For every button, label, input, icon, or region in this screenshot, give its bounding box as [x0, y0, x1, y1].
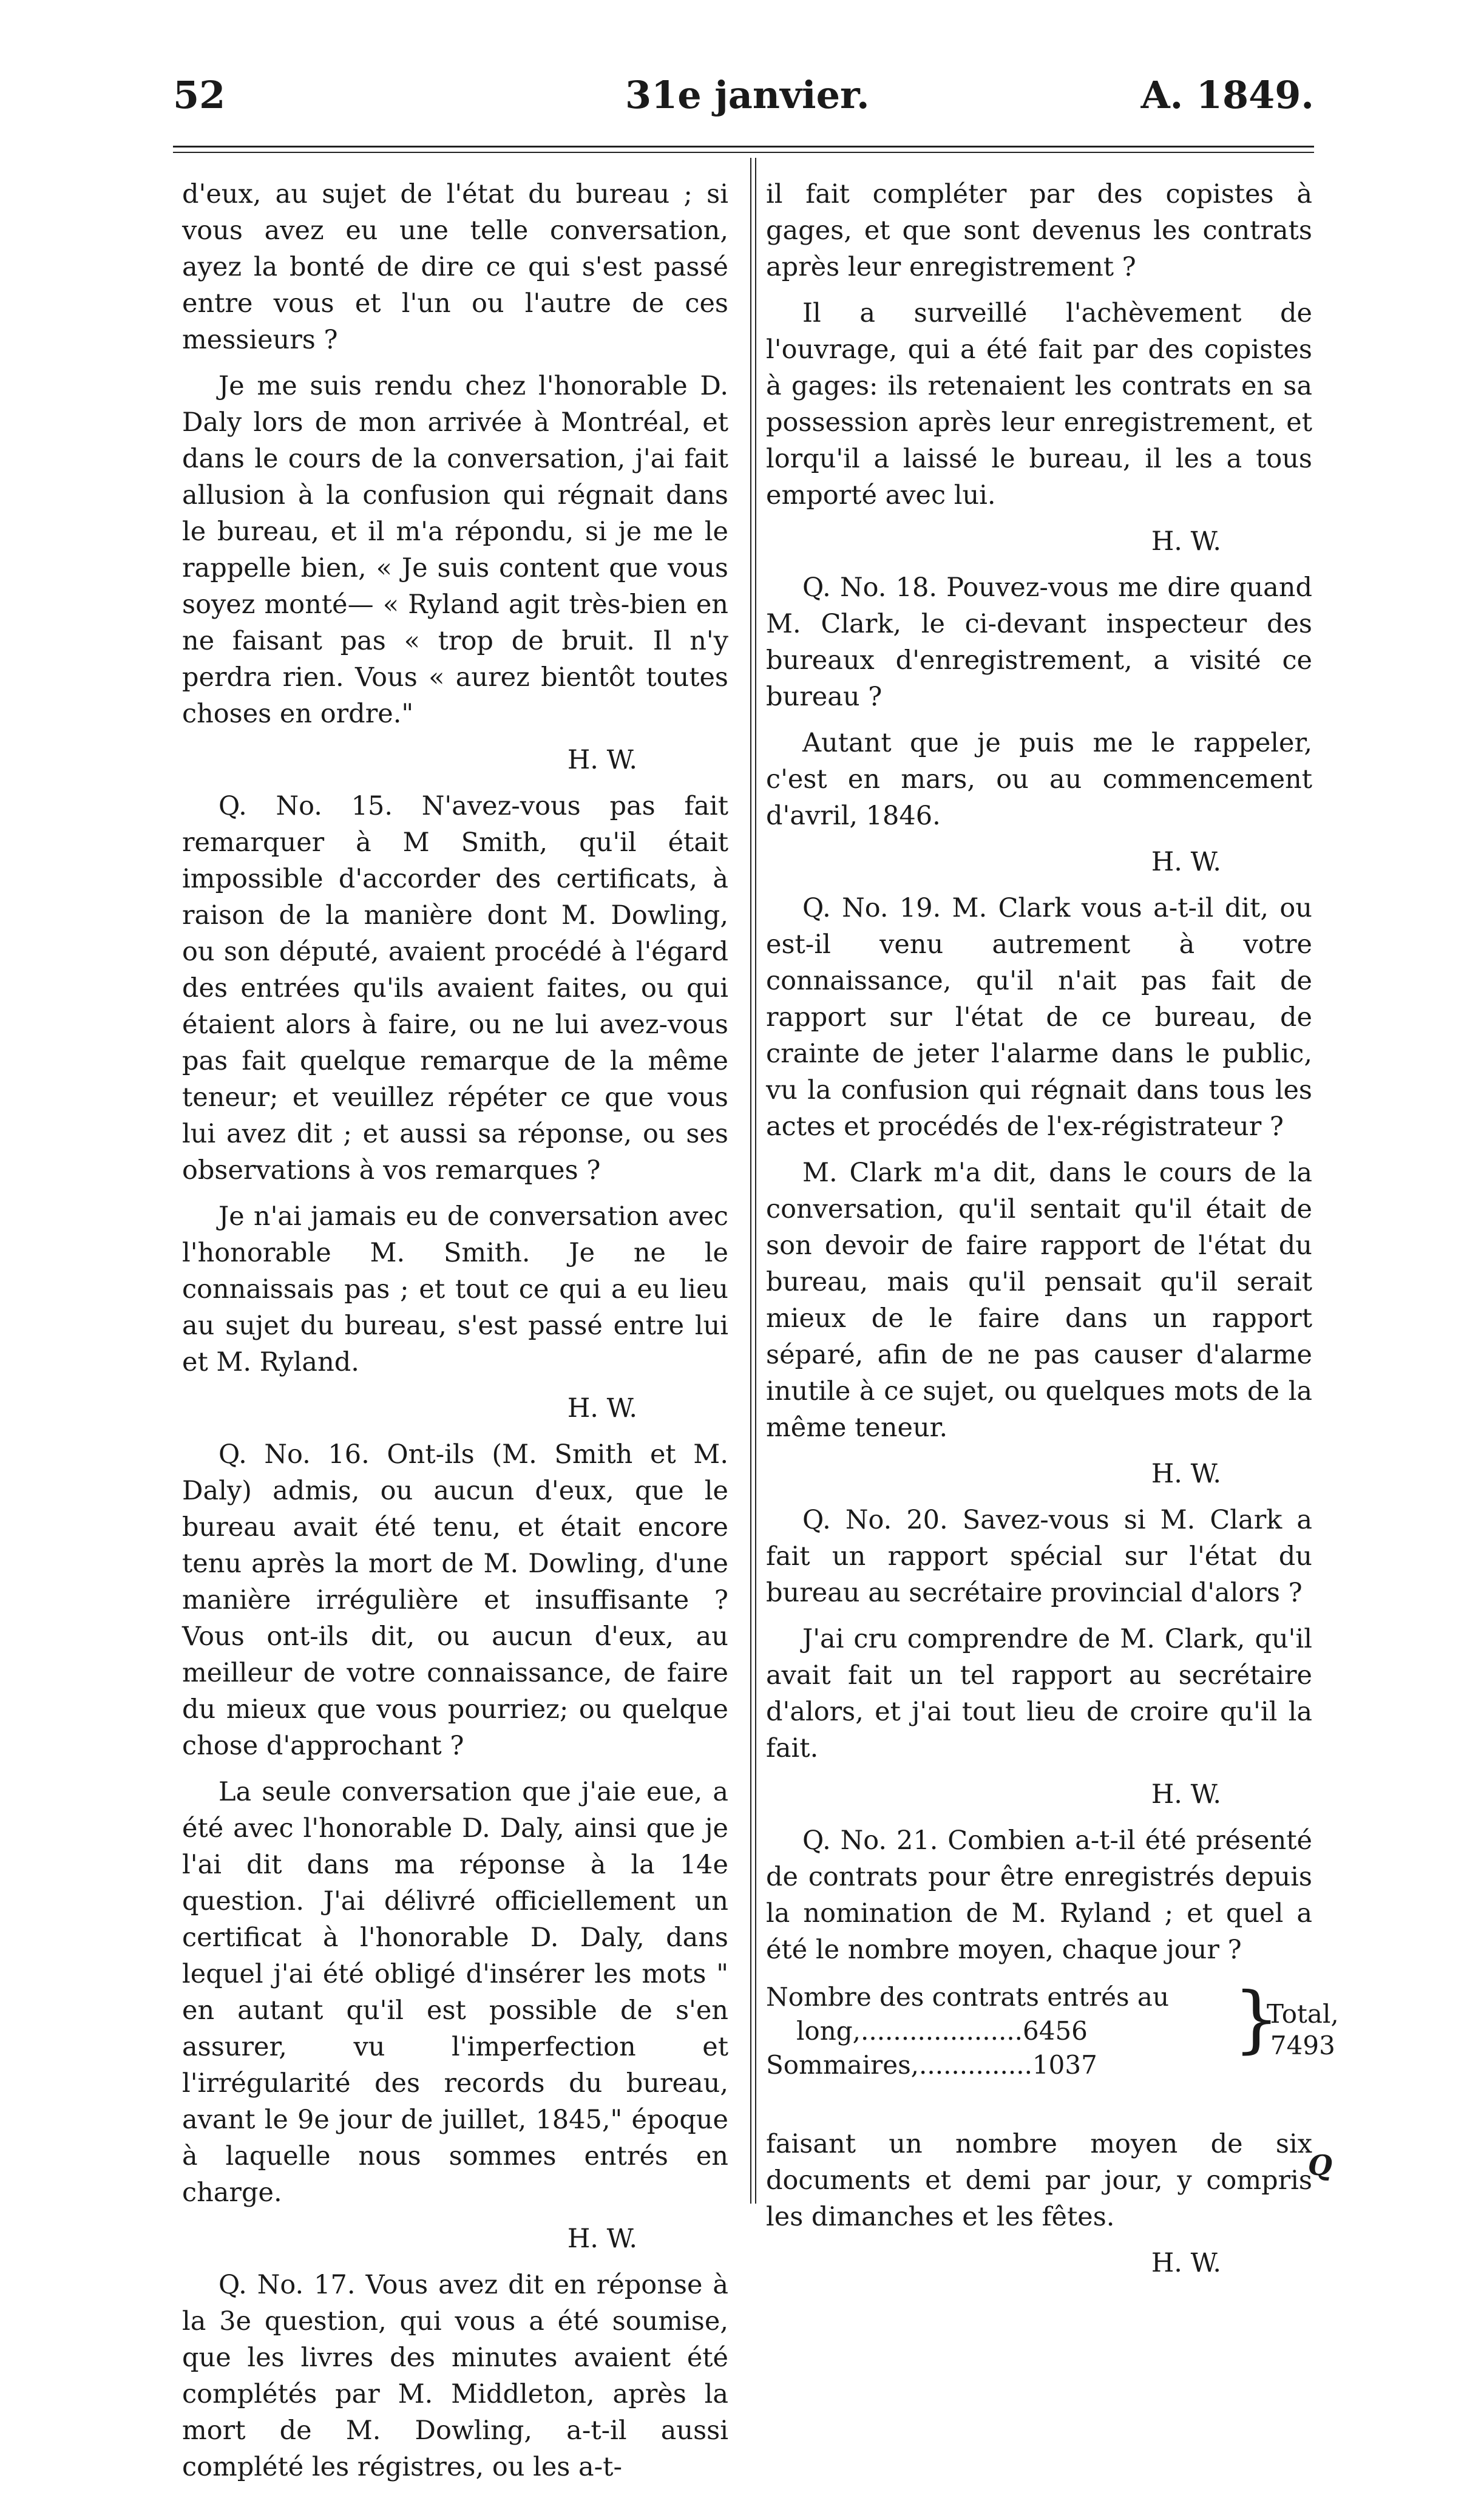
right-column: [766, 176, 1339, 2291]
stats-line-heading: Nombre des contrats entrés au: [766, 1982, 1170, 2012]
header-rule-thin: [173, 152, 1314, 153]
page-number: 52: [173, 73, 226, 117]
answer-17: Il a surveillé l'achèvement de l'ouvrage, qui a été fait par des copistes à gages: ils retenaient les contrats en sa possession après leur enregistrement, et lorqu'il a laissé le bureau, il les a tous emporté avec lui.: [766, 298, 1312, 511]
answer-20: J'ai cru comprendre de M. Clark, qu'il avait fait un tel rapport au secrétaire d'alors, et j'ai tout lieu de croire qu'il la fait.: [766, 1624, 1312, 1763]
catchword: Q: [1307, 2149, 1332, 2182]
question-16: Q. No. 16. Ont-ils (M. Smith et M. Daly) admis, ou aucun d'eux, que le bureau avait été tenu, et était encore tenu après la mort de M. Dowling, d'une manière irrégulière et insuffisante ? Vous ont-ils dit, ou aucun d'eux, au meilleur de votre connaissance, de faire du mieux que vous pourriez; ou quelque chose d'approchant ?: [182, 1439, 728, 1761]
signature: H. W.: [1151, 1459, 1221, 1489]
signature: H. W.: [1151, 2248, 1221, 2278]
signature: H. W.: [1151, 1779, 1221, 1810]
question-21: Q. No. 21. Combien a-t-il été présenté de contrats pour être enregistrés depuis la nomination de M. Ryland ; et quel a été le nombre moyen, chaque jour ?: [766, 1825, 1312, 1965]
column-divider: [750, 158, 756, 2204]
left-paragraph-continued: d'eux, au sujet de l'état du bureau ; si vous avez eu une telle conversation, ayez la bonté de dire ce qui s'est passé entre vous et l'un ou l'autre de ces messieurs ?: [182, 179, 728, 355]
header-year: A. 1849.: [1140, 73, 1314, 117]
answer-21: faisant un nombre moyen de six documents et demi par jour, y compris les dimanches et les fêtes.: [766, 2129, 1312, 2232]
total-value: 7493: [1270, 2031, 1335, 2060]
total-block: [1267, 1998, 1339, 2062]
question-20: Q. No. 20. Savez-vous si M. Clark a fait un rapport spécial sur l'état du bureau au secrétaire provincial d'alors ?: [766, 1505, 1312, 1608]
header-rule: [173, 146, 1314, 148]
question-15: Q. No. 15. N'avez-vous pas fait remarquer à M Smith, qu'il était impossible d'accorder des certificats, à raison de la manière dont M. Dowling, ou son député, avaient procédé à l'égard des entrées qu'ils avaient faites, ou qui étaient alors à faire, ou ne lui avez-vous pas fait quelque remarque de la même teneur; et veuillez répéter ce que vous lui avez dit ; et aussi sa réponse, ou ses observations à vos remarques ?: [182, 791, 728, 1186]
answer-18: Autant que je puis me le rappeler, c'est en mars, ou au commencement d'avril, 1846.: [766, 728, 1312, 831]
answer-16: La seule conversation que j'aie eue, a été avec l'honorable D. Daly, ainsi que je l'ai dit dans ma réponse à la 14e question. J'ai délivré officiellement un certificat à l'honorable D. Daly, dans lequel j'ai été obligé d'insérer les mots " en autant qu'il est possible de s'en assurer, vu l'imperfection et l'irrégularité des records du bureau, avant le 9e jour de juillet, 1845," époque à laquelle nous sommes entrés en charge.: [182, 1777, 728, 2208]
signature: H. W.: [1151, 847, 1221, 877]
answer-19: M. Clark m'a dit, dans le cours de la conversation, qu'il sentait qu'il était de son devoir de faire rapport de l'état du bureau, mais qu'il pensait qu'il serait mieux de le faire dans un rapport séparé, afin de ne pas causer d'alarme inutile à ce sujet, ou quelques mots de la même teneur.: [766, 1158, 1312, 1443]
page-header: [173, 73, 1314, 121]
question-19: Q. No. 19. M. Clark vous a-t-il dit, ou est-il venu autrement à votre connaissance, qu'il n'ait pas fait de rapport sur l'état de ce bureau, de crainte de jeter l'alarme dans le public, vu la confusion qui régnait dans tous les actes et procédés de l'ex-régistrateur ?: [766, 893, 1312, 1142]
signature: H. W.: [567, 1393, 637, 1424]
total-label: Total,: [1267, 1999, 1339, 2029]
header-date: 31e janvier.: [625, 73, 870, 117]
brace: }: [1233, 1977, 1280, 2062]
stats-line-long: long,....................6456: [796, 2016, 1088, 2046]
answer-15: Je n'ai jamais eu de conversation avec l'honorable M. Smith. Je ne le connaissais pas ; et tout ce qui a eu lieu au sujet du bureau, s'est passé entre lui et M. Ryland.: [182, 1201, 728, 1377]
question-17-continued: il fait compléter par des copistes à gages, et que sont devenus les contrats après leur enregistrement ?: [766, 179, 1312, 282]
statistics-labels: [766, 1980, 1227, 2082]
left-column: [182, 176, 728, 2495]
stats-line-summaries: Sommaires,..............1037: [766, 2050, 1097, 2080]
contract-statistics: [766, 1977, 1339, 2102]
question-18: Q. No. 18. Pouvez-vous me dire quand M. Clark, le ci-devant inspecteur des bureaux d'enregistrement, a visité ce bureau ?: [766, 572, 1312, 712]
signature: H. W.: [567, 2224, 637, 2254]
signature: H. W.: [1151, 526, 1221, 557]
signature: H. W.: [567, 745, 637, 775]
question-17: Q. No. 17. Vous avez dit en réponse à la 3e question, qui vous a été soumise, que les livres des minutes avaient été complétés par M. Middleton, après la mort de M. Dowling, a-t-il aussi complété les régistres, ou les a-t-: [182, 2270, 728, 2482]
answer-14: Je me suis rendu chez l'honorable D. Daly lors de mon arrivée à Montréal, et dans le cours de la conversation, j'ai fait allusion à la confusion qui régnait dans le bureau, et il m'a répondu, si je me le rappelle bien, « Je suis content que vous soyez monté— « Ryland agit très-bien en ne faisant pas « trop de bruit. Il n'y perdra rien. Vous « aurez bientôt toutes choses en ordre.": [182, 371, 728, 729]
